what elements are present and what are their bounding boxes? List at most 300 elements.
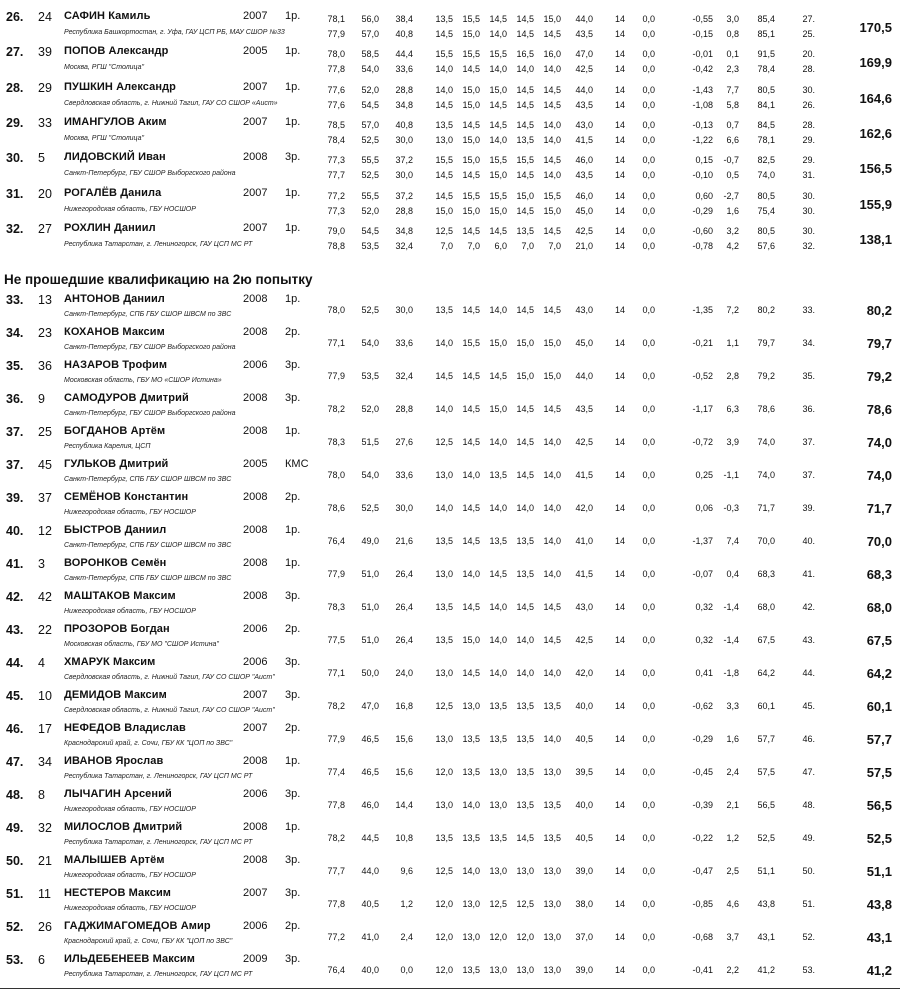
score-cell: 14,0 [543,569,561,579]
score-cell: 77,9 [327,569,345,579]
score-cell: 14,5 [543,602,561,612]
score-cell: 28. [802,64,815,75]
athlete-rank: 35. [6,359,24,373]
athlete-year: 2006 [243,656,268,668]
athlete-name: СЕМЁНОВ Константин [64,491,189,503]
score-cell: 2,3 [726,64,739,75]
score-cell: 0,0 [642,205,655,216]
score-cell: -0,78 [692,240,713,251]
athlete-organization: Санкт-Петербург, СПБ ГБУ СШОР ШВСМ по ЗВС [64,575,232,582]
score-cell: 0,0 [642,14,655,24]
athlete-total: 57,5 [866,765,892,780]
score-cell: 37,0 [575,932,593,942]
score-cell: 57,6 [757,240,775,251]
score-cell: 14 [614,64,625,75]
score-cell: 54,5 [361,225,379,236]
score-cell: 14,0 [543,170,561,181]
score-cell: 43,5 [575,404,593,414]
score-cell: 13,5 [489,734,507,744]
score-cell: 0,0 [642,64,655,75]
score-cell: 14,5 [435,371,453,381]
score-cell: 78,0 [327,305,345,315]
score-cell: 14,0 [489,668,507,678]
score-cell: 14,0 [462,569,480,579]
score-cell: 0,0 [642,767,655,777]
score-cell: 0,06 [695,503,713,513]
score-cell: 60,1 [757,701,775,711]
score-cell: 14,0 [543,503,561,513]
athlete-total: 67,5 [866,633,892,648]
score-cell: 39,0 [575,965,593,975]
score-cell: 78,8 [327,240,345,251]
athlete-name: ПУШКИН Александр [64,80,177,93]
athlete-year: 2007 [243,722,268,734]
athlete-category: 1р. [285,10,301,22]
score-cell: 13,5 [489,833,507,843]
score-cell: 7,4 [726,536,739,546]
score-cell: 34. [802,338,815,348]
athlete-name: МИЛОСЛОВ Дмитрий [64,821,183,833]
score-cell: 15,5 [489,155,507,166]
score-cell: 43,8 [757,899,775,909]
score-cell: 0,0 [642,701,655,711]
score-cell: 15,6 [395,767,413,777]
score-cell: 13,0 [543,866,561,876]
score-cell: 0,0 [642,49,655,60]
score-cell: 77,7 [327,866,345,876]
score-cell: 41,5 [575,134,593,145]
score-cell: 64,2 [757,668,775,678]
athlete-rank: 31. [6,186,24,201]
score-cell: 15,5 [435,49,453,60]
score-cell: 67,5 [757,635,775,645]
score-cell: 14,0 [489,602,507,612]
score-cell: 56,0 [361,14,379,24]
score-cell: 13,0 [462,899,480,909]
athlete-year: 2006 [243,788,268,800]
score-cell: 14,0 [516,503,534,513]
score-cell: 75,4 [757,205,775,216]
score-cell: 7,0 [440,240,453,251]
athlete-year: 2007 [243,221,268,234]
score-cell: 14 [614,225,625,236]
athlete-rank: 30. [6,151,24,166]
score-cell: 28. [802,119,815,130]
athlete-name: ГУЛЬКОВ Дмитрий [64,458,169,470]
score-cell: 13,5 [435,14,453,24]
score-cell: 58,5 [361,49,379,60]
score-cell: 14 [614,866,625,876]
athlete-year: 2008 [243,326,268,338]
score-cell: 77,9 [327,29,345,39]
athlete-organization: Московская область, ГБУ МО "СШОР Истина" [64,641,219,648]
score-cell: 37,2 [395,155,413,166]
score-cell: 15,0 [462,205,480,216]
score-cell: 52,0 [361,404,379,414]
score-cell: 77,7 [327,170,345,181]
athlete-total: 164,6 [859,90,892,106]
score-cell: 6,3 [726,404,739,414]
athlete-bib: 24 [38,10,52,24]
score-cell: 14,0 [543,734,561,744]
score-cell: 41,0 [575,536,593,546]
score-cell: -0,7 [723,155,739,166]
athlete-bib: 45 [38,458,52,472]
score-cell: 0,32 [695,635,713,645]
score-cell: 14,5 [543,29,561,39]
athlete-total: 56,5 [866,798,892,813]
score-cell: -0,60 [692,225,713,236]
score-cell: 15,5 [489,49,507,60]
score-cell: 0,0 [642,635,655,645]
athlete-year: 2009 [243,953,268,965]
athlete-year: 2007 [243,80,268,93]
score-cell: 47,0 [361,701,379,711]
score-cell: 43,1 [757,932,775,942]
score-cell: 14,5 [462,503,480,513]
score-cell: 85,1 [757,29,775,39]
score-cell: 14,5 [462,64,480,75]
score-cell: 15,0 [543,205,561,216]
score-cell: 54,0 [361,64,379,75]
score-cell: 44,0 [361,866,379,876]
score-cell: 27,6 [395,437,413,447]
score-cell: 46,5 [361,734,379,744]
score-cell: 14,5 [462,536,480,546]
score-cell: 30. [802,225,815,236]
score-cell: 14,5 [516,833,534,843]
athlete-bib: 23 [38,326,52,340]
score-cell: 41,2 [757,965,775,975]
athlete-bib: 42 [38,590,52,604]
score-cell: 14 [614,190,625,201]
athlete-organization: Санкт-Петербург, СПБ ГБУ СШОР ШВСМ по ЗВС [64,476,232,483]
athlete-total: 43,8 [866,897,892,912]
score-cell: 26,4 [395,569,413,579]
score-cell: 14,0 [543,470,561,480]
score-cell: 0,0 [642,569,655,579]
score-cell: 14,5 [516,99,534,110]
score-cell: 14 [614,170,625,181]
score-cell: 78,3 [327,602,345,612]
score-cell: 15,0 [516,190,534,201]
score-cell: 32. [802,240,815,251]
score-cell: 14 [614,119,625,130]
score-cell: 13,5 [462,734,480,744]
athlete-category: 2р. [285,491,301,503]
athlete-organization: Московская область, ГБУ МО «СШОР Истина» [64,377,222,384]
score-cell: 28,8 [395,84,413,95]
score-cell: 68,3 [757,569,775,579]
score-cell: 14 [614,536,625,546]
score-cell: 0,0 [400,965,413,975]
score-cell: 54,0 [361,470,379,480]
score-cell: 44,0 [575,84,593,95]
score-cell: 15,0 [489,404,507,414]
score-cell: 24,0 [395,668,413,678]
athlete-category: 3р. [285,887,301,899]
score-cell: 1,2 [400,899,413,909]
score-cell: 79,2 [757,371,775,381]
athlete-year: 2007 [243,887,268,899]
athlete-organization: Республика Татарстан, г. Лениногорск, ГАУ ЦСП МС РТ [64,773,253,780]
score-cell: -0,21 [692,338,713,348]
score-cell: 14,5 [489,119,507,130]
score-cell: 13,5 [435,536,453,546]
score-cell: 38,0 [575,899,593,909]
score-cell: 13,5 [489,536,507,546]
score-cell: 51. [802,899,815,909]
score-cell: 13,5 [435,635,453,645]
athlete-name: ГАДЖИМАГОМЕДОВ Амир [64,920,211,932]
score-cell: 2,4 [726,767,739,777]
athlete-organization: Республика Татарстан, г. Лениногорск, ГАУ ЦСП МС РТ [64,839,253,846]
score-cell: 48. [802,800,815,810]
score-cell: 30,0 [395,134,413,145]
score-cell: 33,6 [395,338,413,348]
score-cell: 14 [614,734,625,744]
score-cell: -0,62 [692,701,713,711]
athlete-name: РОХЛИН Даниил [64,221,156,234]
score-cell: 13,0 [543,965,561,975]
score-cell: 51,0 [361,569,379,579]
score-cell: 12,5 [516,899,534,909]
score-cell: 30. [802,190,815,201]
score-cell: 14,0 [489,29,507,39]
score-cell: 15,6 [395,734,413,744]
score-cell: 29. [802,134,815,145]
score-cell: 14,5 [516,119,534,130]
athlete-bib: 34 [38,755,52,769]
score-cell: -0,72 [692,437,713,447]
score-cell: 45,0 [575,338,593,348]
score-cell: 0,0 [642,602,655,612]
athlete-bib: 33 [38,115,52,130]
score-cell: 21,6 [395,536,413,546]
score-cell: 15,0 [462,134,480,145]
athlete-name: ПРОЗОРОВ Богдан [64,623,170,635]
score-cell: 14,5 [516,602,534,612]
score-cell: -1,1 [723,470,739,480]
score-cell: 57,7 [757,734,775,744]
athlete-bib: 17 [38,722,52,736]
score-cell: 13,0 [543,767,561,777]
score-cell: 14 [614,833,625,843]
score-cell: -1,35 [692,305,713,315]
score-cell: -0,42 [692,64,713,75]
score-cell: 38,4 [395,14,413,24]
athlete-organization: Нижегородская область, ГБУ НОСШОР [64,608,196,615]
score-cell: 13,5 [516,800,534,810]
score-cell: 7,0 [467,240,480,251]
athlete-year: 2008 [243,821,268,833]
athlete-name: РОГАЛЁВ Данила [64,186,162,199]
score-cell: 2,5 [726,866,739,876]
score-cell: 14 [614,240,625,251]
score-cell: 14,5 [543,225,561,236]
score-cell: 13,0 [435,569,453,579]
athlete-name: МАШТАКОВ Максим [64,590,176,602]
score-cell: 45. [802,701,815,711]
score-cell: 14,5 [516,437,534,447]
score-cell: 78,1 [327,14,345,24]
score-cell: 15,5 [462,14,480,24]
athlete-organization: Нижегородская область, ГБУ НОСШОР [64,872,196,879]
athlete-bib: 6 [38,953,45,967]
score-cell: 12,5 [435,866,453,876]
score-cell: 41,0 [361,932,379,942]
score-cell: 13,5 [516,701,534,711]
score-cell: 78,0 [327,49,345,60]
score-cell: 7,0 [521,240,534,251]
athlete-rank: 52. [6,920,24,934]
score-cell: 12,5 [435,437,453,447]
score-cell: 13,5 [489,470,507,480]
score-cell: 14,5 [489,371,507,381]
athlete-year: 2008 [243,151,268,164]
score-cell: 15,0 [462,635,480,645]
score-cell: 76,4 [327,965,345,975]
score-cell: 21,0 [575,240,593,251]
score-cell: 85,4 [757,14,775,24]
score-cell: 40,0 [575,701,593,711]
athlete-organization: Санкт-Петербург, ГБУ СШОР Выборгского района [64,170,236,178]
score-cell: 0,0 [642,225,655,236]
score-cell: 15,5 [516,155,534,166]
score-cell: 27. [802,14,815,24]
athlete-category: 1р. [285,524,301,536]
score-cell: 13,0 [489,767,507,777]
athlete-total: 51,1 [866,864,892,879]
athlete-bib: 32 [38,821,52,835]
score-cell: 46,5 [361,767,379,777]
athlete-bib: 22 [38,623,52,637]
athlete-rank: 49. [6,821,24,835]
athlete-name: ИМАНГУЛОВ Аким [64,115,167,128]
score-cell: 0,0 [642,932,655,942]
score-cell: 53,5 [361,240,379,251]
score-cell: 44,5 [361,833,379,843]
athlete-name: МАЛЫШЕВ Артём [64,854,165,866]
score-cell: 52,5 [361,134,379,145]
score-cell: 91,5 [757,49,775,60]
score-cell: 52,5 [361,503,379,513]
score-cell: 13,5 [543,833,561,843]
score-cell: 80,5 [757,84,775,95]
score-cell: 78,3 [327,437,345,447]
score-cell: 14,5 [543,305,561,315]
athlete-rank: 43. [6,623,24,637]
score-cell: 14 [614,635,625,645]
score-cell: 52. [802,932,815,942]
score-cell: -1,43 [692,84,713,95]
score-cell: 0,0 [642,536,655,546]
score-cell: -1,17 [692,404,713,414]
score-cell: 43,0 [575,305,593,315]
score-cell: 16,5 [516,49,534,60]
score-cell: 14,5 [462,602,480,612]
score-cell: -0,15 [692,29,713,39]
score-cell: 82,5 [757,155,775,166]
bottom-rule [0,988,900,989]
score-cell: 77,9 [327,371,345,381]
score-cell: 2,1 [726,800,739,810]
score-cell: 14,5 [516,14,534,24]
score-cell: 74,0 [757,470,775,480]
score-cell: 14,0 [435,64,453,75]
score-cell: -0,10 [692,170,713,181]
score-cell: 15,0 [489,338,507,348]
score-cell: 14,5 [489,225,507,236]
athlete-organization: Москва, РГШ "Столица" [64,134,145,142]
score-cell: 13,0 [435,734,453,744]
score-cell: -0,29 [692,205,713,216]
score-cell: 14 [614,338,625,348]
score-cell: 0,1 [726,49,739,60]
score-cell: 14 [614,899,625,909]
score-cell: 14,0 [489,305,507,315]
athlete-total: 79,2 [866,369,892,384]
score-cell: 78,4 [757,64,775,75]
athlete-total: 52,5 [866,831,892,846]
score-cell: 0,0 [642,833,655,843]
score-cell: -1,22 [692,134,713,145]
athlete-organization: Санкт-Петербург, СПБ ГБУ СШОР ШВСМ по ЗВС [64,542,232,549]
score-cell: 39. [802,503,815,513]
score-cell: 14 [614,84,625,95]
athlete-name: АНТОНОВ Даниил [64,293,165,305]
athlete-bib: 36 [38,359,52,373]
score-cell: 1,1 [726,338,739,348]
athlete-organization: Свердловская область, г. Нижний Тагил, ГАУ СО СШОР "Аист" [64,707,275,714]
athlete-category: 3р. [285,953,301,965]
score-cell: 42. [802,602,815,612]
score-cell: 39,5 [575,767,593,777]
score-cell: 30,0 [395,503,413,513]
athlete-name: ИЛЬДЕБЕНЕЕВ Максим [64,953,196,965]
score-cell: 26,4 [395,602,413,612]
score-cell: 13,5 [516,225,534,236]
athlete-organization: Нижегородская область, ГБУ НОСШОР [64,905,196,912]
score-cell: 6,6 [726,134,739,145]
athlete-category: 1р. [285,821,301,833]
score-cell: 13,0 [435,800,453,810]
athlete-bib: 20 [38,186,52,201]
score-cell: 77,2 [327,190,345,201]
score-cell: -2,7 [723,190,739,201]
athlete-rank: 45. [6,689,24,703]
score-cell: 15,0 [462,29,480,39]
score-cell: 12,5 [435,225,453,236]
score-cell: 13,5 [462,767,480,777]
athlete-organization: Краснодарский край, г. Сочи, ГБУ КК "ЦОП по ЗВС" [64,740,233,747]
score-cell: 14,5 [462,225,480,236]
athlete-rank: 36. [6,392,24,406]
score-cell: 35. [802,371,815,381]
athlete-category: 2р. [285,920,301,932]
score-cell: 3,7 [726,932,739,942]
score-cell: 40,5 [575,833,593,843]
score-cell: 44. [802,668,815,678]
score-cell: 0,0 [642,305,655,315]
athlete-category: 1р. [285,80,301,93]
athlete-category: 3р. [285,359,301,371]
score-cell: 84,5 [757,119,775,130]
score-cell: 14 [614,701,625,711]
score-cell: 77,3 [327,205,345,216]
score-cell: 0,0 [642,734,655,744]
score-cell: 13,0 [462,701,480,711]
